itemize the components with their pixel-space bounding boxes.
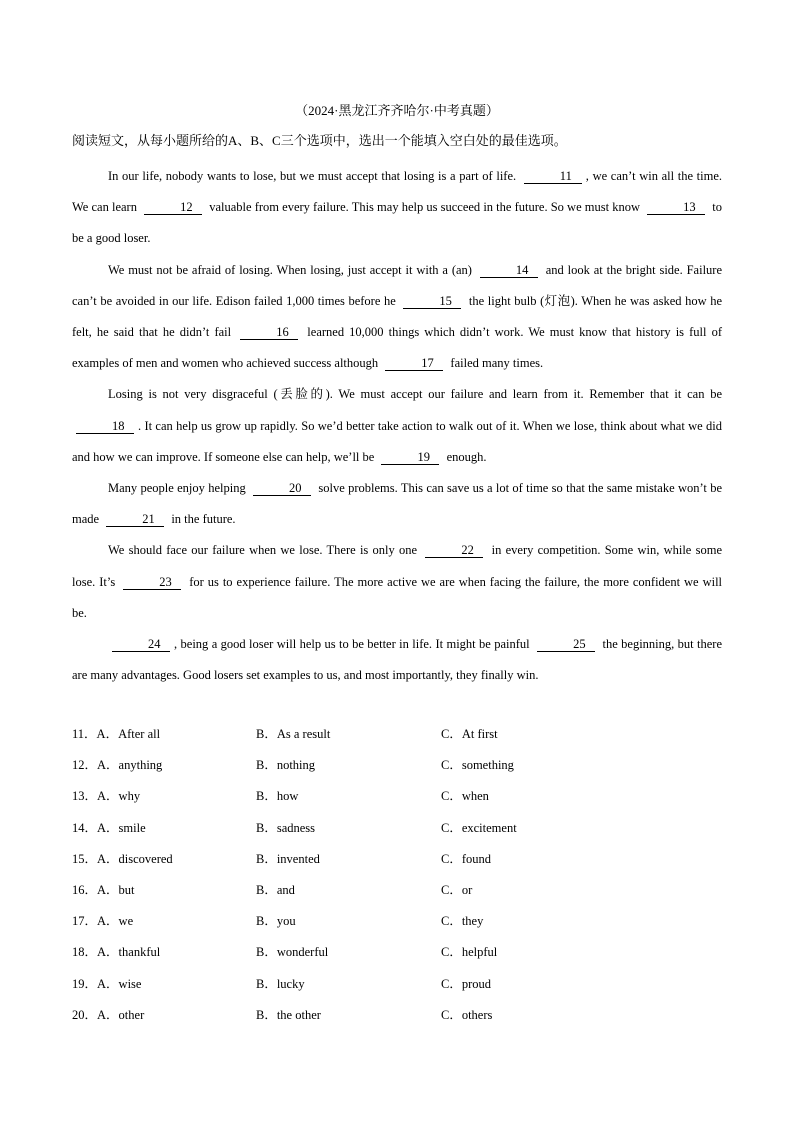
option-b[interactable]: B．As a result bbox=[256, 727, 331, 741]
option-c[interactable]: C．excitement bbox=[441, 820, 517, 835]
option-a[interactable]: 11．A．After all bbox=[72, 727, 161, 741]
option-row bbox=[72, 722, 722, 753]
passage-text: to be a good loser. bbox=[72, 200, 722, 246]
passage-text: Losing is not very disgraceful (丢脸的). We must accept our failure and learn from it. Remember that it can be bbox=[108, 387, 722, 402]
option-row bbox=[72, 816, 722, 847]
paragraph-4 bbox=[72, 473, 722, 535]
passage-text: the beginning, but there are many advantages. Good losers set examples to us, and most importantly, they finally win. bbox=[72, 637, 723, 683]
blank-20: 20 bbox=[253, 481, 311, 496]
option-c[interactable]: C．when bbox=[441, 789, 489, 804]
blank-15: 15 bbox=[403, 294, 461, 309]
passage-text: in the future. bbox=[171, 512, 236, 527]
option-c[interactable]: C．others bbox=[441, 1007, 493, 1022]
option-row bbox=[72, 1003, 722, 1034]
option-a[interactable]: 17．A．we bbox=[72, 914, 134, 929]
option-c[interactable]: C．helpful bbox=[441, 945, 498, 960]
option-row bbox=[72, 847, 722, 878]
option-row bbox=[72, 972, 722, 1003]
passage-text: the light bulb (灯泡). When he was asked how he felt, he said that he didn’t fail bbox=[72, 293, 722, 340]
passage-text: We must not be afraid of losing. When losing, just accept it with a (an) bbox=[108, 262, 472, 277]
passage-text: We should face our failure when we lose. There is only one bbox=[108, 543, 418, 558]
paragraph-1 bbox=[72, 161, 722, 255]
passage-text: valuable from every failure. This may help us succeed in the future. So we must know bbox=[209, 200, 640, 215]
blank-23: 23 bbox=[123, 575, 181, 590]
exam-source-title: （2024·黑龙江齐齐哈尔·中考真题） bbox=[295, 103, 499, 118]
blank-24: 24 bbox=[112, 637, 170, 652]
option-row bbox=[72, 940, 722, 971]
blank-16: 16 bbox=[240, 325, 298, 340]
blank-18: 18 bbox=[76, 419, 134, 434]
option-c[interactable]: C．At first bbox=[441, 727, 498, 741]
option-b[interactable]: B．the other bbox=[256, 1007, 321, 1022]
option-b[interactable]: B．lucky bbox=[256, 976, 305, 991]
option-b[interactable]: B．and bbox=[256, 882, 295, 897]
passage-text: learned 10,000 things which didn’t work. We must know that history is full of examples of men and women who achieved success although bbox=[72, 325, 722, 371]
option-c[interactable]: C．they bbox=[441, 914, 484, 929]
option-a[interactable]: 14．A．smile bbox=[72, 820, 146, 835]
option-c[interactable]: C．something bbox=[441, 758, 514, 773]
option-a[interactable]: 19．A．wise bbox=[72, 976, 142, 991]
blank-22: 22 bbox=[425, 543, 483, 558]
answer-options bbox=[72, 722, 722, 1034]
option-b[interactable]: B．you bbox=[256, 914, 296, 929]
blank-21: 21 bbox=[106, 512, 164, 527]
passage-text: Many people enjoy helping bbox=[108, 481, 246, 496]
option-b[interactable]: B．sadness bbox=[256, 820, 316, 835]
passage-text: , we can’t win all the time. We can learn bbox=[72, 169, 723, 215]
paragraph-5 bbox=[72, 535, 722, 629]
option-c[interactable]: C．proud bbox=[441, 976, 492, 991]
blank-17: 17 bbox=[385, 356, 443, 371]
passage-text: In our life, nobody wants to lose, but we must accept that losing is a part of life. bbox=[108, 169, 517, 183]
blank-25: 25 bbox=[537, 637, 595, 652]
passage-text: solve problems. This can save us a lot of time so that the same mistake won’t be made bbox=[72, 481, 723, 527]
option-a[interactable]: 15．A．discovered bbox=[72, 851, 173, 866]
option-b[interactable]: B．how bbox=[256, 789, 299, 804]
passage-text: , being a good loser will help us to be better in life. It might be painful bbox=[174, 637, 530, 652]
option-c[interactable]: C．found bbox=[441, 851, 492, 866]
passage-text: in every competition. Some win, while some lose. It’s bbox=[72, 543, 722, 589]
blank-12: 12 bbox=[144, 200, 202, 215]
passage-text: failed many times. bbox=[450, 356, 544, 371]
passage-text: for us to experience failure. The more active we are when facing the failure, the more confident we will be. bbox=[72, 574, 723, 620]
paragraph-3 bbox=[72, 379, 722, 473]
instruction-text: 阅读短文，从每小题所给的A、B、C三个选项中，选出一个能填入空白处的最佳选项。 bbox=[72, 133, 567, 148]
passage-text: enough. bbox=[446, 449, 487, 464]
passage-text: and look at the bright side. Failure can’t be avoided in our life. Edison failed 1,000 times before he bbox=[72, 262, 723, 308]
option-a[interactable]: 20．A．other bbox=[72, 1007, 145, 1022]
blank-13: 13 bbox=[647, 200, 705, 215]
blank-11: 11 bbox=[524, 169, 582, 184]
paragraph-6 bbox=[72, 629, 722, 691]
option-b[interactable]: B．wonderful bbox=[256, 945, 329, 960]
option-a[interactable]: 13．A．why bbox=[72, 789, 141, 804]
blank-19: 19 bbox=[381, 450, 439, 465]
option-row bbox=[72, 878, 722, 909]
option-row bbox=[72, 784, 722, 815]
option-c[interactable]: C．or bbox=[441, 882, 473, 897]
option-row bbox=[72, 753, 722, 784]
option-a[interactable]: 18．A．thankful bbox=[72, 945, 161, 960]
paragraph-2 bbox=[72, 255, 722, 380]
option-b[interactable]: B．invented bbox=[256, 851, 320, 866]
option-b[interactable]: B．nothing bbox=[256, 758, 316, 773]
cloze-passage bbox=[72, 161, 722, 691]
passage-text: . It can help us grow up rapidly. So we’d better take action to walk out of it. When we lose, think about what we did and how we can improve. If someone else can help, we’ll be bbox=[72, 418, 722, 464]
option-a[interactable]: 12．A．anything bbox=[72, 758, 163, 773]
blank-14: 14 bbox=[480, 263, 538, 278]
option-a[interactable]: 16．A．but bbox=[72, 882, 135, 897]
option-row bbox=[72, 909, 722, 940]
